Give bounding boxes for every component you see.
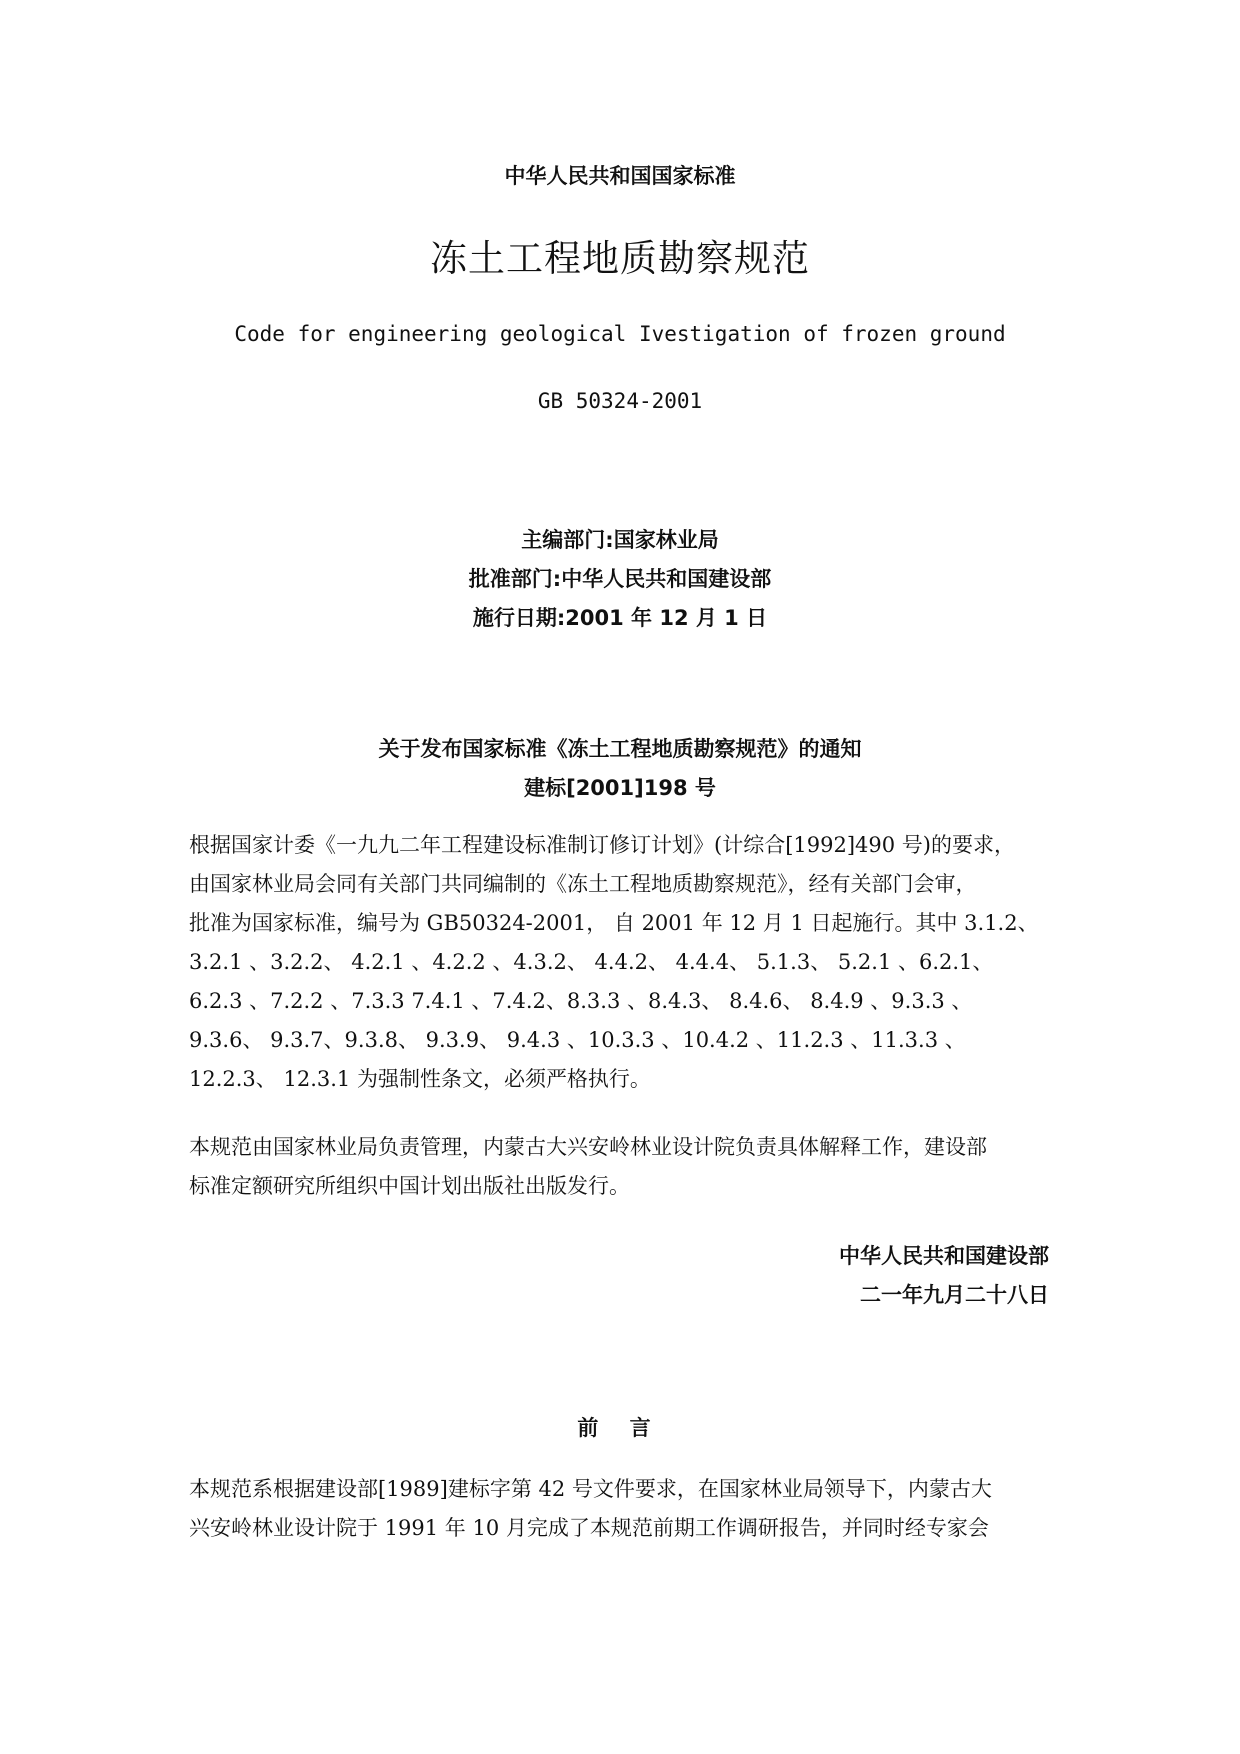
notice-management-paragraph <box>189 1128 1049 1206</box>
approval-department: 批准部门:中华人民共和国建设部 <box>468 567 772 591</box>
notice-body2-line: 本规范由国家林业局负责管理，内蒙古大兴安岭林业设计院负责具体解释工作，建设部 <box>189 1135 987 1159</box>
english-title: Code for engineering geological Ivestigation of frozen ground <box>234 322 1006 346</box>
preface-title: 前 言 <box>577 1416 663 1440</box>
notice-body-line: 6.2.3 、7.2.2 、7.3.3 7.4.1 、7.4.2、8.3.3 、8.4.3、 8.4.6、 8.4.9 、9.3.3 、 <box>189 989 973 1013</box>
preface-body-line: 兴安岭林业设计院于 1991 年 10 月完成了本规范前期工作调研报告，并同时经专家会 <box>189 1516 989 1540</box>
notice-number: 建标[2001]198 号 <box>524 776 716 800</box>
notice-body <box>189 826 1049 1099</box>
notice-body-line: 根据国家计委《一九九二年工程建设标准制订修订计划》(计综合[1992]490 号)的要求， <box>189 833 1015 857</box>
document-title: 冻土工程地质勘察规范 <box>430 237 810 280</box>
signature-organization: 中华人民共和国建设部 <box>839 1244 1049 1268</box>
notice-body-line: 批准为国家标准，编号为 GB50324-2001， 自 2001 年 12 月 1 日起施行。其中 3.1.2、 <box>189 911 1039 935</box>
notice-body-line: 9.3.6、 9.3.7、9.3.8、 9.3.9、 9.4.3 、10.3.3 、10.4.2 、11.2.3 、11.3.3 、 <box>189 1028 966 1052</box>
preface-body-line: 本规范系根据建设部[1989]建标字第 42 号文件要求，在国家林业局领导下，内蒙古大 <box>189 1477 992 1501</box>
standard-code: GB 50324-2001 <box>537 389 703 413</box>
effective-date: 施行日期:2001 年 12 月 1 日 <box>472 606 768 630</box>
notice-body-line: 12.2.3、 12.3.1 为强制性条文，必须严格执行。 <box>189 1067 651 1091</box>
notice-body-line: 由国家林业局会同有关部门共同编制的《冻土工程地质勘察规范》，经有关部门会审， <box>189 872 977 896</box>
notice-body2-line: 标准定额研究所组织中国计划出版社出版发行。 <box>189 1174 630 1198</box>
notice-body-line: 3.2.1 、3.2.2、 4.2.1 、4.2.2 、4.3.2、 4.4.2、 4.4.4、 5.1.3、 5.2.1 、6.2.1、 <box>189 950 994 974</box>
standard-name: 中华人民共和国国家标准 <box>504 164 736 188</box>
chief-department: 主编部门:国家林业局 <box>521 528 719 552</box>
preface-body <box>189 1470 1049 1548</box>
signature-date: 二一年九月二十八日 <box>860 1283 1049 1307</box>
notice-title: 关于发布国家标准《冻土工程地质勘察规范》的通知 <box>378 737 862 761</box>
